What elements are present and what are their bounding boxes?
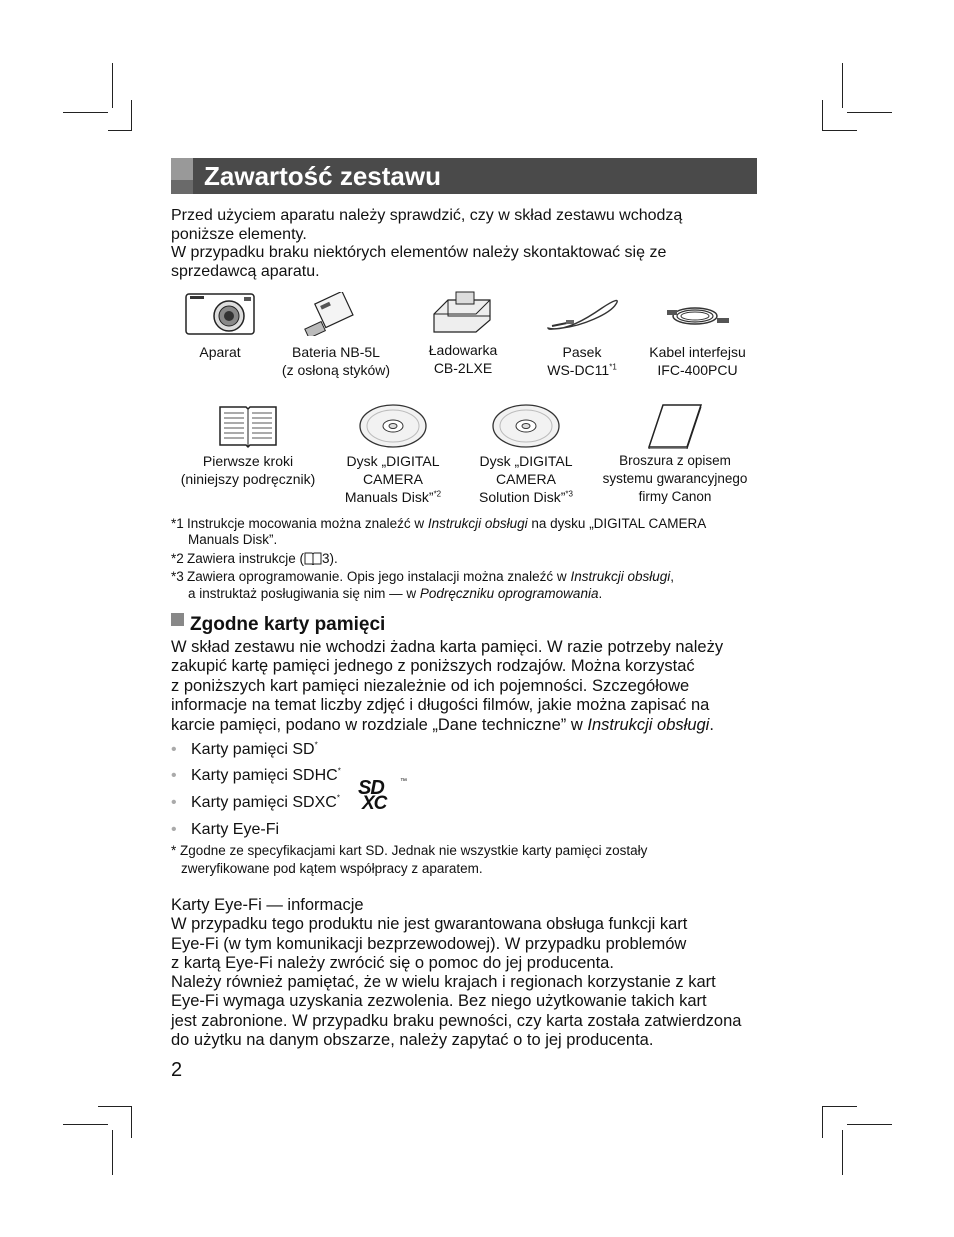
- intro-line-1: Przed użyciem aparatu należy sprawdzić, czy w skład zestawu wchodzą: [171, 207, 683, 224]
- camera-icon: [184, 292, 256, 336]
- item-strap-label-2: WS-DC11$^{*1}$: [547, 362, 617, 378]
- item-warranty-label-2: systemu gwarancyjnego: [602, 471, 748, 486]
- crop-mark-bottom-right-v: [842, 1130, 843, 1175]
- intro-line-2: poniższe elementy.: [171, 226, 307, 243]
- page-number: 2: [171, 1059, 183, 1081]
- crop-mark-top-left-h2: [108, 130, 132, 131]
- section-title-memory-cards: Zgodne karty pamięci: [190, 614, 386, 635]
- item-charger-label-1: Ładowarka: [428, 342, 498, 358]
- cards-note-1: * Zgodne ze specyfikacjami kart SD. Jednak nie wszystkie karty pamięci zostały: [171, 843, 648, 858]
- bullet-sdxc: • Karty pamięci SDXC*: [171, 793, 340, 811]
- crop-mark-top-right-v: [842, 63, 843, 108]
- crop-mark-top-left-v: [112, 63, 113, 108]
- footnote-2: *2 Zawiera instrukcje ( 3).: [171, 551, 338, 566]
- crop-mark-bottom-left-h: [63, 1124, 108, 1125]
- cards-note-2: zweryfikowane pod kątem współpracy z aparatem.: [181, 861, 483, 876]
- item-manuals-disk-label-2: CAMERA: [363, 471, 423, 487]
- item-solution-disk-label-2: CAMERA: [496, 471, 556, 487]
- item-warranty-label-3: firmy Canon: [638, 489, 712, 504]
- sdxc-logo-top: SD: [358, 777, 384, 799]
- item-cable-label-2: IFC-400PCU: [657, 362, 738, 378]
- cards-text-2: zakupić kartę pamięci jednego z poniższych rodzajów. Można korzystać: [171, 657, 695, 675]
- bullet-sdhc: • Karty pamięci SDHC*: [171, 766, 341, 784]
- strap-icon: [542, 292, 622, 336]
- item-guide-label-2: (niniejszy podręcznik): [180, 471, 316, 487]
- item-cable-label-1: Kabel interfejsu: [649, 344, 746, 360]
- item-charger-label-2: CB-2LXE: [433, 360, 493, 376]
- eyefi-line-1: W przypadku tego produktu nie jest gwarantowana obsługa funkcji kart: [171, 915, 688, 933]
- item-cable: [640, 292, 755, 379]
- charger-icon: [428, 290, 498, 336]
- cable-icon: [663, 292, 733, 336]
- item-manuals-disk: [333, 403, 453, 506]
- item-camera: [175, 292, 265, 361]
- item-battery: [271, 292, 401, 379]
- footnote-3-cont: a instruktaż posługiwania się nim — w Podręczniku oprogramowania.: [188, 586, 603, 601]
- item-battery-label-1: Bateria NB-5L: [292, 344, 380, 360]
- eyefi-line-2: Eye-Fi (w tym komunikacji bezprzewodowej). W przypadku problemów: [171, 935, 687, 953]
- crop-mark-top-left-h: [63, 112, 108, 113]
- title-square-dark: [171, 180, 193, 194]
- sdxc-logo-bottom: XC: [362, 793, 387, 814]
- crop-mark-bottom-left-h2: [98, 1106, 132, 1107]
- item-strap-label-1: Pasek: [562, 344, 602, 360]
- item-strap: [532, 292, 632, 379]
- cards-text-4: informacje na temat liczby zdjęć i długości filmów, jakie można zapisać na: [171, 696, 710, 714]
- item-solution-disk-label-1: Dysk „DIGITAL: [479, 453, 573, 469]
- eyefi-line-5: Eye-Fi wymaga uzyskania zezwolenia. Bez niego użytkowanie takich kart: [171, 992, 707, 1010]
- battery-icon: [301, 292, 371, 336]
- eyefi-line-3: z kartą Eye-Fi należy zwrócić się o pomoc do jej producenta.: [171, 954, 614, 972]
- item-camera-label: Aparat: [199, 344, 241, 360]
- item-battery-label-2: (z osłoną styków): [281, 362, 391, 378]
- item-manuals-disk-label-1: Dysk „DIGITAL: [346, 453, 440, 469]
- footnote-1: *1 Instrukcje mocowania można znaleźć w Instrukcji obsługi na dysku „DIGITAL CAMERA: [171, 516, 707, 531]
- crop-mark-top-left-v2: [131, 100, 132, 131]
- item-guide-label-1: Pierwsze kroki: [202, 453, 294, 469]
- open-book-icon: [218, 403, 278, 449]
- title-square-light: [171, 158, 193, 180]
- item-guide: [173, 403, 323, 488]
- eyefi-line-4: Należy również pamiętać, że w wielu krajach i regionach korzystanie z kart: [171, 973, 716, 991]
- item-solution-disk: [466, 403, 586, 506]
- item-manuals-disk-label-3: Manuals Disk”$^{*2}$: [344, 489, 442, 505]
- crop-mark-top-right-h: [847, 112, 892, 113]
- eyefi-line-7: do użytku na danym obszarze, należy zapytać o to jej producenta.: [171, 1031, 654, 1049]
- cards-text-5: karcie pamięci, podano w rozdziale „Dane techniczne” w Instrukcji obsługi.: [171, 716, 714, 734]
- cd-icon: [491, 403, 561, 449]
- cd-icon: [358, 403, 428, 449]
- bullet-eyefi: • Karty Eye-Fi: [171, 821, 280, 838]
- bullet-sd: • Karty pamięci SD*: [171, 740, 318, 758]
- cards-text-3: z poniższych kart pamięci niezależnie od ich pojemności. Szczegółowe: [171, 677, 690, 695]
- section-square: [171, 613, 184, 626]
- sdxc-logo: [356, 778, 414, 814]
- crop-mark-bottom-right-h: [847, 1124, 892, 1125]
- item-warranty-brochure: [594, 403, 756, 506]
- intro-line-4: sprzedawcą aparatu.: [171, 263, 320, 280]
- footnote-3: *3 Zawiera oprogramowanie. Opis jego instalacji można znaleźć w Instrukcji obsługi,: [171, 569, 674, 584]
- eyefi-heading: Karty Eye-Fi — informacje: [171, 896, 364, 914]
- crop-mark-bottom-right-h2: [822, 1106, 857, 1107]
- book-reference-icon: [304, 551, 322, 565]
- crop-mark-bottom-right-v2: [822, 1106, 823, 1138]
- crop-mark-top-right-v2: [822, 100, 823, 131]
- cards-text-1: W skład zestawu nie wchodzi żadna karta pamięci. W razie potrzeby należy: [171, 638, 724, 656]
- crop-mark-top-right-h2: [822, 130, 857, 131]
- crop-mark-bottom-left-v2: [131, 1106, 132, 1138]
- booklet-icon: [645, 403, 705, 449]
- crop-mark-bottom-left-v: [112, 1130, 113, 1175]
- page-title: Zawartość zestawu: [204, 161, 441, 191]
- sdxc-logo-tm: ™: [400, 778, 407, 785]
- item-solution-disk-label-3: Solution Disk”$^{*3}$: [479, 489, 573, 505]
- intro-line-3: W przypadku braku niektórych elementów należy skontaktować się ze: [171, 244, 667, 261]
- eyefi-line-6: jest zabronione. W przypadku braku pewności, czy karta została zatwierdzona: [171, 1012, 742, 1030]
- item-charger: [413, 290, 513, 377]
- footnote-1-cont: Manuals Disk”.: [188, 532, 278, 547]
- item-warranty-label-1: Broszura z opisem: [619, 453, 731, 468]
